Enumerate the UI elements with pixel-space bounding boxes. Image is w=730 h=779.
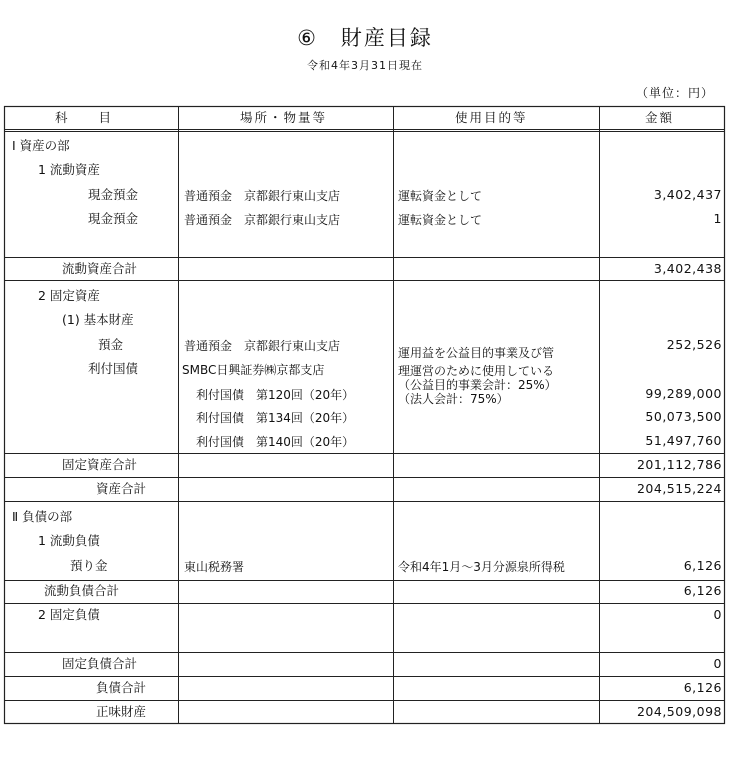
- as-of-date: 令和4年3月31日現在: [307, 59, 423, 72]
- current-asset-amount: 1: [713, 211, 722, 226]
- current-liabilities-total: 6,126: [683, 583, 722, 598]
- fixed-liabilities-heading: 2 固定負債: [38, 607, 100, 622]
- fixed-liabilities-amount: 0: [713, 607, 722, 622]
- liabilities-total-label: 負債合計: [96, 680, 147, 695]
- current-assets-total: 3,402,438: [653, 261, 722, 276]
- fixed-assets-heading: 2 固定資産: [38, 288, 100, 303]
- purpose-line: （法人会計：75%）: [398, 392, 509, 406]
- current-liabilities-total-label: 流動負債合計: [44, 583, 120, 598]
- bond-item-location: 利付国債 第120回（20年）: [196, 388, 355, 402]
- assets-total-label: 資産合計: [96, 481, 147, 496]
- liabilities-total: 6,126: [683, 680, 722, 695]
- fixed-liabilities-total: 0: [713, 656, 722, 671]
- bonds-name: 利付国債: [88, 361, 139, 376]
- bond-item-location: 利付国債 第140回（20年）: [196, 435, 355, 449]
- bond-item-amount: 99,289,000: [645, 386, 722, 401]
- fixed-liabilities-total-label: 固定負債合計: [62, 656, 138, 671]
- assets-total: 204,515,224: [636, 481, 722, 496]
- purpose-line: （公益目的事業会計：25%）: [398, 378, 557, 392]
- bond-item-amount: 50,073,500: [645, 409, 722, 424]
- header-location: 場所・物量等: [240, 110, 328, 125]
- deposit-location: 普通預金 京都銀行東山支店: [184, 339, 341, 353]
- deposit-amount: 252,526: [666, 337, 722, 352]
- fixed-assets-total-label: 固定資産合計: [62, 457, 138, 472]
- liability-purpose: 令和4年1月～3月分源泉所得税: [398, 560, 565, 574]
- header-purpose: 使用目的等: [455, 110, 528, 125]
- current-asset-location: 普通預金 京都銀行東山支店: [184, 213, 341, 227]
- fixed-assets-purpose: [398, 344, 557, 408]
- net-assets-amount: 204,509,098: [636, 704, 722, 719]
- section-liabilities: Ⅱ 負債の部: [12, 509, 73, 524]
- current-assets-total-label: 流動資産合計: [62, 261, 138, 276]
- fixed-assets-total: 201,112,786: [636, 457, 722, 472]
- current-asset-purpose: 運転資金として: [398, 189, 483, 203]
- bond-item-amount: 51,497,760: [645, 433, 722, 448]
- net-assets-label: 正味財産: [96, 704, 147, 719]
- current-asset-purpose: 運転資金として: [398, 213, 483, 227]
- current-asset-location: 普通預金 京都銀行東山支店: [184, 189, 341, 203]
- current-asset-name: 現金預金: [88, 187, 139, 202]
- current-liabilities-heading: 1 流動負債: [38, 533, 100, 548]
- header-subject: 科 目: [55, 110, 114, 125]
- section-assets: Ⅰ 資産の部: [12, 138, 70, 153]
- basic-property-heading: (1) 基本財産: [62, 312, 134, 327]
- deposit-name: 預金: [98, 337, 124, 352]
- unit-label: （単位：円）: [635, 86, 714, 100]
- current-assets-heading: 1 流動資産: [38, 162, 100, 177]
- purpose-line: 理運営のために使用している: [398, 364, 555, 378]
- liability-location: 東山税務署: [184, 560, 245, 574]
- bonds-location: SMBC日興証券㈱京都支店: [182, 363, 325, 377]
- document-title: ⑥ 財産目録: [297, 26, 433, 50]
- current-asset-amount: 3,402,437: [653, 187, 722, 202]
- current-asset-name: 現金預金: [88, 211, 139, 226]
- header-amount: 金額: [645, 110, 675, 125]
- bond-item-location: 利付国債 第134回（20年）: [196, 411, 355, 425]
- liability-name: 預り金: [70, 558, 108, 573]
- purpose-line: 運用益を公益目的事業及び管: [398, 346, 555, 360]
- liability-amount: 6,126: [683, 558, 722, 573]
